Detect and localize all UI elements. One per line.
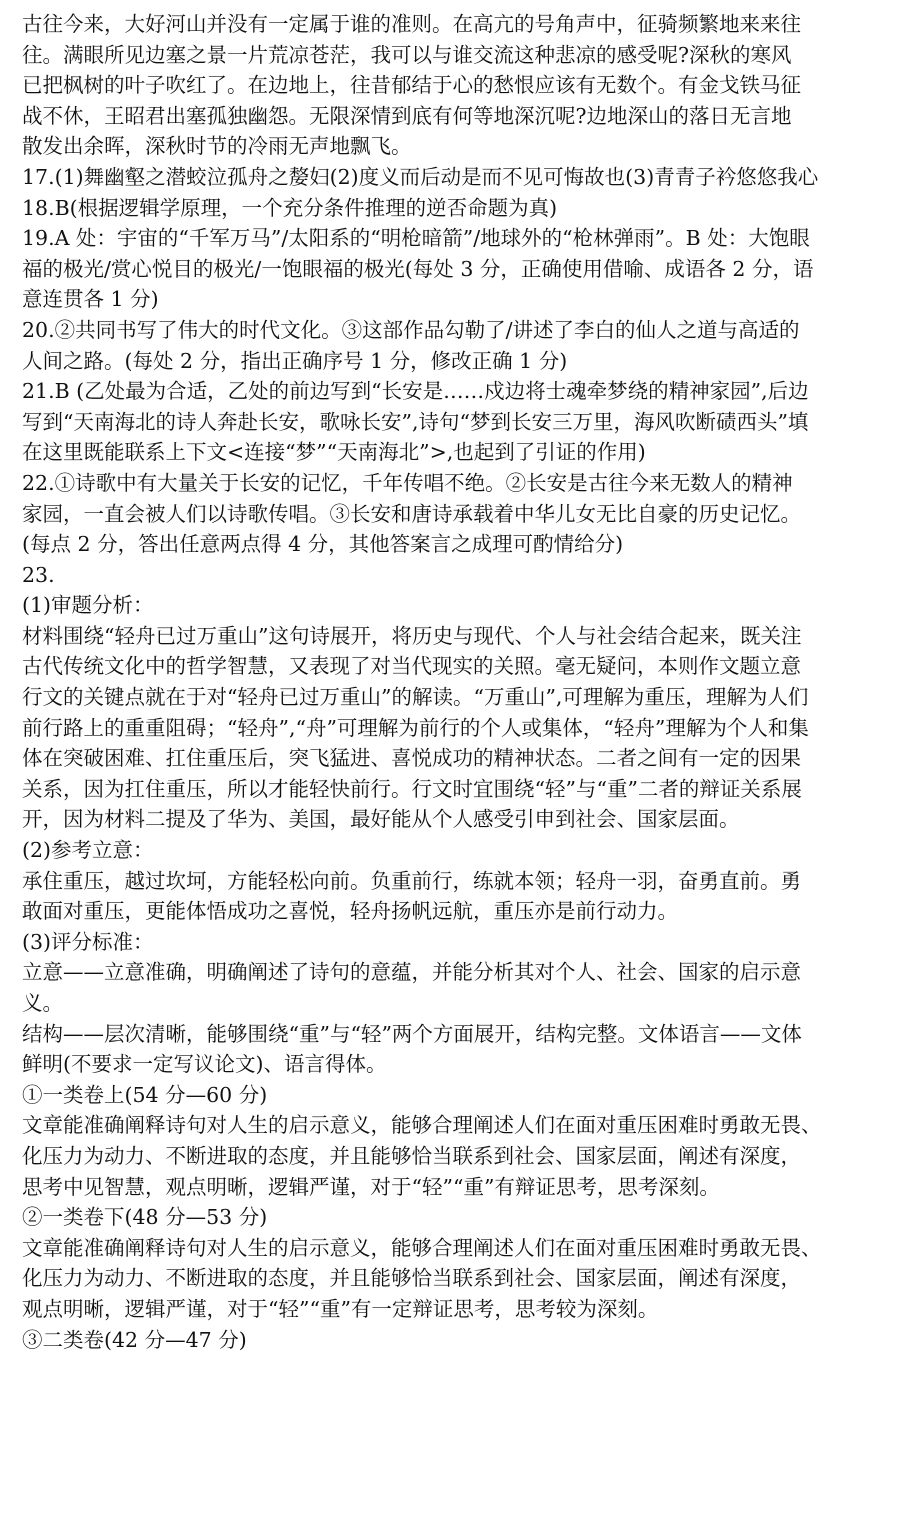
text-line: 前行路上的重重阻碍；“轻舟”,“舟”可理解为前行的个人或集体，“轻舟”理解为个人和集	[22, 715, 809, 740]
text-line: 写到“天南海北的诗人奔赴长安，歌咏长安”,诗句“梦到长安三万里，海风吹断碛西头”填	[22, 409, 809, 434]
text-line: 散发出余晖，深秋时节的冷雨无声地飘飞。	[22, 134, 412, 159]
text-line: 行文的关键点就在于对“轻舟已过万重山”的解读。“万重山”,可理解为重压，理解为人们	[22, 685, 809, 710]
text-line: 古往今来，大好河山并没有一定属于谁的准则。在高亢的号角声中，征骑频繁地来来往	[22, 12, 801, 36]
text-line: 体在突破困难、扛住重压后，突飞猛进、喜悦成功的精神状态。二者之间有一定的因果	[22, 746, 801, 771]
text-line: 家园，一直会被人们以诗歌传唱。③长安和唐诗承载着中华儿女无比自豪的历史记忆。	[22, 501, 801, 526]
text-line: 立意——立意准确，明确阐述了诗句的意蕴，并能分析其对个人、社会、国家的启示意	[22, 960, 801, 985]
text-line: 意连贯各 1 分)	[22, 287, 159, 312]
text-line: 观点明晰，逻辑严谨，对于“轻”“重”有一定辩证思考，思考较为深刻。	[22, 1296, 659, 1321]
text-line: (每点 2 分，答出任意两点得 4 分，其他答案言之成理可酌情给分)	[22, 532, 624, 557]
section-heading: (2)参考立意：	[22, 838, 154, 863]
answer-18: 18.B(根据逻辑学原理，一个充分条件推理的逆否命题为真)	[22, 195, 558, 220]
text-line: 敢面对重压，更能体悟成功之喜悦，轻舟扬帆远航，重压亦是前行动力。	[22, 899, 678, 924]
answer-21: 21.B (乙处最为合适，乙处的前边写到“长安是……戍边将士魂牵梦绕的精神家园”,后边	[22, 379, 809, 404]
text-line: 关系，因为扛住重压，所以才能轻快前行。行文时宜围绕“轻”与“重”二者的辩证关系展	[22, 776, 802, 801]
answer-20: 20.②共同书写了伟大的时代文化。③这部作品勾勒了/讲述了李白的仙人之道与高适的	[22, 317, 800, 342]
text-line: 化压力为动力、不断进取的态度，并且能够恰当联系到社会、国家层面，阐述有深度，	[22, 1266, 801, 1291]
text-line: 已把枫树的叶子吹红了。在边地上，往昔郁结于心的愁恨应该有无数个。有金戈铁马征	[22, 73, 801, 98]
answer-22: 22.①诗歌中有大量关于长安的记忆，千年传唱不绝。②长安是古往今来无数人的精神	[22, 470, 793, 495]
text-line: 战不休，王昭君出塞孤独幽怨。无限深情到底有何等地深沉呢?边地深山的落日无言地	[22, 103, 792, 128]
text-line: 往。满眼所见边塞之景一片荒凉苍茫，我可以与谁交流这种悲凉的感受呢?深秋的寒风	[22, 42, 792, 67]
grade-heading: ②一类卷下(48 分—53 分)	[22, 1205, 268, 1230]
text-line: 古代传统文化中的哲学智慧，又表现了对当代现实的关照。毫无疑问，本则作文题立意	[22, 654, 801, 679]
grade-heading: ③二类卷(42 分—47 分)	[22, 1327, 247, 1352]
text-line: 鲜明(不要求一定写议论文)、语言得体。	[22, 1052, 387, 1077]
answer-17: 17.(1)舞幽壑之潜蛟泣孤舟之嫠妇(2)度义而后动是而不见可悔故也(3)青青子衿悠悠我心	[22, 164, 819, 189]
section-heading: (1)审题分析：	[22, 593, 154, 618]
text-line: 材料围绕“轻舟已过万重山”这句诗展开，将历史与现代、个人与社会结合起来，既关注	[22, 623, 802, 648]
answer-23: 23.	[22, 562, 55, 587]
text-line: 承住重压，越过坎坷，方能轻松向前。负重前行，练就本领；轻舟一羽，奋勇直前。勇	[22, 868, 801, 893]
text-line: 开，因为材料二提及了华为、美国，最好能从个人感受引申到社会、国家层面。	[22, 807, 740, 832]
text-line: 福的极光/赏心悦目的极光/一饱眼福的极光(每处 3 分，正确使用借喻、成语各 2 分，语	[22, 256, 814, 281]
text-line: 化压力为动力、不断进取的态度，并且能够恰当联系到社会、国家层面，阐述有深度，	[22, 1143, 801, 1168]
text-line: 思考中见智慧，观点明晰，逻辑严谨，对于“轻”“重”有辩证思考，思考深刻。	[22, 1174, 720, 1199]
text-line: 文章能准确阐释诗句对人生的启示意义，能够合理阐述人们在面对重压困难时勇敢无畏、	[22, 1235, 822, 1260]
text-line: 文章能准确阐释诗句对人生的启示意义，能够合理阐述人们在面对重压困难时勇敢无畏、	[22, 1113, 822, 1138]
text-line: 结构——层次清晰，能够围绕“重”与“轻”两个方面展开，结构完整。文体语言——文体	[22, 1021, 802, 1046]
grade-heading: ①一类卷上(54 分—60 分)	[22, 1082, 268, 1107]
section-heading: (3)评分标准：	[22, 929, 154, 954]
text-line: 在这里既能联系上下文<连接“梦”“天南海北”>,也起到了引证的作用)	[22, 440, 646, 465]
text-line: 义。	[22, 991, 63, 1015]
text-line: 人间之路。(每处 2 分，指出正确序号 1 分，修改正确 1 分)	[22, 348, 568, 373]
answer-19: 19.A 处：宇宙的“千军万马”/太阳系的“明枪暗箭”/地球外的“枪林弹雨”。B 处：大饱眼	[22, 226, 810, 251]
